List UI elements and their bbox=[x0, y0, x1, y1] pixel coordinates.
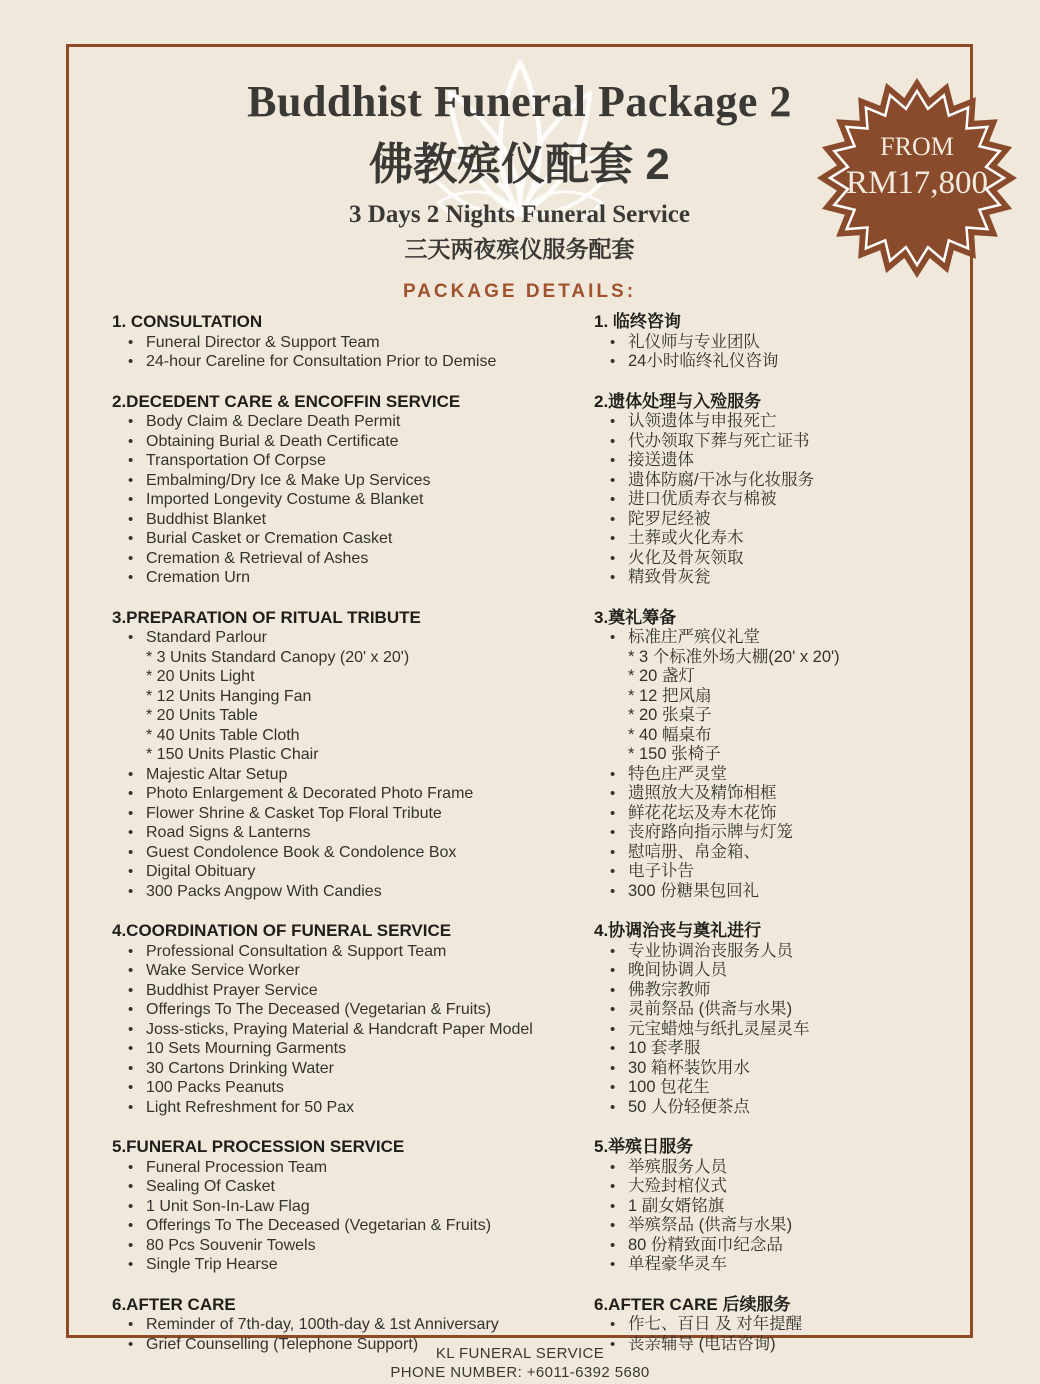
item-text: 24-hour Careline for Consultation Prior to Demise bbox=[146, 353, 497, 370]
item-text: 1 副女婿铭旗 bbox=[628, 1196, 725, 1215]
bullet-icon: • bbox=[128, 1178, 134, 1195]
list-item bbox=[112, 529, 597, 549]
item-text: 100 包花生 bbox=[628, 1078, 710, 1096]
bullet-icon: • bbox=[610, 804, 616, 822]
item-text: Funeral Director & Support Team bbox=[146, 333, 380, 351]
list-item bbox=[112, 1020, 597, 1040]
item-text: Imported Longevity Costume & Blanket bbox=[146, 491, 424, 508]
list-item bbox=[112, 942, 597, 962]
bullet-icon: • bbox=[610, 1020, 616, 1038]
item-text: 丧府路向指示牌与灯笼 bbox=[628, 823, 793, 841]
list-item bbox=[112, 1158, 597, 1178]
list-item bbox=[112, 1059, 597, 1079]
item-text: 专业协调治丧服务人员 bbox=[628, 941, 793, 960]
bullet-icon: • bbox=[610, 863, 616, 880]
bullet-icon: • bbox=[128, 804, 134, 822]
bullet-icon: • bbox=[610, 1001, 616, 1018]
footer-company-name: KL FUNERAL SERVICE bbox=[435, 1345, 605, 1362]
bullet-icon: • bbox=[128, 1040, 134, 1057]
package-section bbox=[112, 921, 597, 1117]
bullet-icon: • bbox=[610, 432, 616, 450]
item-text: 特色庄严灵堂 bbox=[628, 764, 727, 783]
list-item bbox=[112, 961, 597, 981]
list-item bbox=[594, 432, 966, 452]
sub-item bbox=[594, 726, 966, 746]
bullet-icon: • bbox=[128, 1236, 134, 1254]
bullet-icon: • bbox=[128, 530, 134, 547]
bullet-icon: • bbox=[610, 569, 616, 586]
item-text: Standard Parlour bbox=[146, 629, 267, 646]
list-item bbox=[594, 1236, 966, 1256]
bullet-icon: • bbox=[128, 1059, 134, 1077]
package-section bbox=[594, 1137, 966, 1275]
list-item bbox=[594, 1315, 966, 1335]
list-item bbox=[594, 1020, 966, 1040]
section-title: 6.AFTER CARE 后续服务 bbox=[594, 1294, 791, 1314]
list-item bbox=[112, 412, 597, 432]
item-text: Digital Obituary bbox=[146, 863, 256, 880]
bullet-icon: • bbox=[610, 1197, 616, 1215]
badge-price-label: RM17,800 bbox=[845, 165, 989, 201]
item-text: * 3 Units Standard Canopy (20' x 20') bbox=[146, 648, 410, 666]
list-item bbox=[112, 823, 597, 843]
sub-item bbox=[112, 745, 597, 765]
bullet-icon: • bbox=[610, 843, 616, 861]
bullet-icon: • bbox=[128, 432, 134, 450]
item-text: 10 套孝服 bbox=[628, 1039, 701, 1057]
item-text: Light Refreshment for 50 Pax bbox=[146, 1098, 355, 1116]
list-item bbox=[112, 1177, 597, 1197]
sub-item bbox=[112, 726, 597, 746]
item-text: Body Claim & Declare Death Permit bbox=[146, 413, 401, 430]
bullet-icon: • bbox=[128, 333, 134, 351]
list-item bbox=[594, 804, 966, 824]
item-text: Grief Counselling (Telephone Support) bbox=[146, 1335, 419, 1353]
item-text: Flower Shrine & Casket Top Floral Tribute bbox=[146, 804, 442, 822]
bullet-icon: • bbox=[128, 491, 134, 508]
list-item bbox=[112, 1216, 597, 1236]
item-text: 认领遗体与申报死亡 bbox=[628, 412, 777, 430]
list-item bbox=[112, 981, 597, 1001]
package-section bbox=[594, 392, 966, 588]
list-item bbox=[594, 471, 966, 491]
list-item bbox=[112, 490, 597, 510]
item-text: 作七、百日 及 对年提醒 bbox=[628, 1315, 803, 1333]
list-item bbox=[594, 333, 966, 353]
list-item bbox=[112, 804, 597, 824]
list-item bbox=[112, 862, 597, 882]
bullet-icon: • bbox=[128, 1197, 134, 1215]
badge-from-label: FROM bbox=[880, 132, 954, 161]
sub-item bbox=[594, 687, 966, 707]
item-text: 灵前祭品 (供斋与水果) bbox=[628, 1000, 793, 1018]
bullet-icon: • bbox=[128, 1020, 134, 1038]
item-text: * 40 幅桌布 bbox=[628, 725, 712, 744]
list-item bbox=[594, 765, 966, 785]
item-text: 50 人份轻便茶点 bbox=[628, 1097, 750, 1116]
item-text: Photo Enlargement & Decorated Photo Frame bbox=[146, 785, 474, 802]
bullet-icon: • bbox=[610, 962, 616, 979]
item-text: Professional Consultation & Support Team bbox=[146, 942, 447, 960]
item-text: * 12 Units Hanging Fan bbox=[146, 687, 312, 705]
item-text: Cremation Urn bbox=[146, 569, 251, 586]
list-item bbox=[112, 843, 597, 863]
bullet-icon: • bbox=[610, 882, 616, 900]
section-title: 4.COORDINATION OF FUNERAL SERVICE bbox=[112, 921, 452, 940]
bullet-icon: • bbox=[128, 452, 134, 469]
bullet-icon: • bbox=[610, 452, 616, 469]
bullet-icon: • bbox=[610, 942, 616, 960]
list-item bbox=[112, 628, 597, 648]
bullet-icon: • bbox=[128, 962, 134, 979]
bullet-icon: • bbox=[610, 353, 616, 370]
sub-item bbox=[594, 648, 966, 668]
list-item bbox=[112, 1197, 597, 1217]
item-text: Joss-sticks, Praying Material & Handcraft Paper Model bbox=[146, 1020, 533, 1038]
bullet-icon: • bbox=[610, 1335, 616, 1353]
list-item bbox=[112, 333, 597, 353]
bullet-icon: • bbox=[128, 1079, 134, 1096]
package-section bbox=[112, 392, 597, 588]
item-text: Buddhist Blanket bbox=[146, 510, 267, 528]
sub-item bbox=[112, 706, 597, 726]
bullet-icon: • bbox=[128, 1217, 134, 1234]
bullet-icon: • bbox=[610, 824, 616, 841]
list-item bbox=[594, 1177, 966, 1197]
sub-item bbox=[112, 648, 597, 668]
item-text: Road Signs & Lanterns bbox=[146, 824, 311, 841]
item-text: Sealing Of Casket bbox=[146, 1178, 275, 1195]
sub-item bbox=[594, 745, 966, 765]
list-item bbox=[594, 1255, 966, 1275]
list-item bbox=[112, 784, 597, 804]
item-text: Wake Service Worker bbox=[146, 962, 300, 979]
item-text: Single Trip Hearse bbox=[146, 1256, 278, 1273]
item-text: 电子讣告 bbox=[628, 862, 694, 880]
list-item bbox=[594, 961, 966, 981]
bullet-icon: • bbox=[128, 843, 134, 861]
bullet-icon: • bbox=[610, 413, 616, 430]
item-text: * 20 张桌子 bbox=[628, 706, 712, 724]
item-text: Transportation Of Corpse bbox=[146, 452, 326, 469]
bullet-icon: • bbox=[610, 1059, 616, 1077]
list-item bbox=[112, 1078, 597, 1098]
bullet-icon: • bbox=[610, 981, 616, 999]
item-text: 1 Unit Son-In-Law Flag bbox=[146, 1197, 310, 1215]
footer bbox=[0, 1344, 1040, 1382]
package-section bbox=[112, 312, 597, 372]
item-text: 24小时临终礼仪咨询 bbox=[628, 352, 779, 370]
bullet-icon: • bbox=[128, 353, 134, 370]
item-text: * 3 个标准外场大棚(20' x 20') bbox=[628, 647, 840, 666]
item-text: * 20 Units Light bbox=[146, 668, 255, 685]
bullet-icon: • bbox=[128, 863, 134, 880]
sub-item bbox=[112, 667, 597, 687]
package-section bbox=[594, 312, 966, 372]
footer-phone-number: PHONE NUMBER: +6011-6392 5680 bbox=[390, 1364, 650, 1381]
list-item bbox=[112, 471, 597, 491]
bullet-icon: • bbox=[128, 510, 134, 528]
bullet-icon: • bbox=[610, 1040, 616, 1057]
item-text: 精致骨灰瓮 bbox=[628, 568, 711, 586]
bullet-icon: • bbox=[128, 824, 134, 841]
item-text: 鲜花花坛及寿木花饰 bbox=[628, 803, 777, 822]
bullet-icon: • bbox=[128, 569, 134, 586]
item-text: 80 Pcs Souvenir Towels bbox=[146, 1236, 316, 1254]
item-text: 遗照放大及精饰相框 bbox=[628, 784, 777, 802]
item-text: 单程豪华灵车 bbox=[628, 1255, 727, 1273]
list-item bbox=[594, 352, 966, 372]
list-item bbox=[594, 823, 966, 843]
list-item bbox=[112, 549, 597, 569]
list-item bbox=[112, 1236, 597, 1256]
section-title: 3.PREPARATION OF RITUAL TRIBUTE bbox=[112, 607, 421, 627]
package-section bbox=[594, 608, 966, 902]
list-item bbox=[594, 510, 966, 530]
item-text: 丧亲辅导 (电话咨询) bbox=[628, 1334, 776, 1353]
item-text: * 20 盏灯 bbox=[628, 667, 695, 685]
item-text: Buddhist Prayer Service bbox=[146, 981, 318, 999]
item-text: Offerings To The Deceased (Vegetarian & Fruits) bbox=[146, 1001, 492, 1018]
list-item bbox=[594, 1000, 966, 1020]
bullet-icon: • bbox=[610, 1098, 616, 1116]
sub-item bbox=[112, 687, 597, 707]
list-item bbox=[594, 862, 966, 882]
item-text: * 150 张椅子 bbox=[628, 745, 721, 763]
subtitle-chinese: 三天两夜殡仪服务配套 bbox=[404, 236, 635, 262]
list-item bbox=[112, 352, 597, 372]
bullet-icon: • bbox=[128, 1256, 134, 1273]
item-text: 慰唁册、帛金箱、 bbox=[628, 842, 760, 861]
list-item bbox=[112, 510, 597, 530]
bullet-icon: • bbox=[128, 785, 134, 802]
list-item bbox=[594, 1158, 966, 1178]
list-item bbox=[594, 843, 966, 863]
price-badge bbox=[816, 77, 1018, 279]
list-item bbox=[112, 568, 597, 588]
section-title: 5.举殡日服务 bbox=[594, 1137, 694, 1156]
subtitle-english: 3 Days 2 Nights Funeral Service bbox=[349, 201, 690, 228]
list-item bbox=[112, 432, 597, 452]
list-item bbox=[112, 1315, 597, 1335]
bullet-icon: • bbox=[128, 765, 134, 783]
package-section bbox=[112, 608, 597, 902]
item-text: Obtaining Burial & Death Certificate bbox=[146, 432, 399, 450]
bullet-icon: • bbox=[610, 530, 616, 547]
list-item bbox=[594, 1059, 966, 1079]
bullet-icon: • bbox=[128, 1158, 134, 1176]
list-item bbox=[594, 490, 966, 510]
bullet-icon: • bbox=[610, 1236, 616, 1254]
bullet-icon: • bbox=[128, 413, 134, 430]
page-title-english: Buddhist Funeral Package 2 bbox=[247, 77, 792, 126]
list-item bbox=[112, 1000, 597, 1020]
bullet-icon: • bbox=[128, 882, 134, 900]
item-text: 标准庄严殡仪礼堂 bbox=[628, 628, 760, 646]
list-item bbox=[594, 549, 966, 569]
bullet-icon: • bbox=[128, 942, 134, 960]
bullet-icon: • bbox=[128, 1316, 134, 1333]
list-item bbox=[594, 412, 966, 432]
list-item bbox=[594, 529, 966, 549]
item-text: Offerings To The Deceased (Vegetarian & Fruits) bbox=[146, 1217, 492, 1234]
bullet-icon: • bbox=[128, 1335, 134, 1353]
item-text: 礼仪师与专业团队 bbox=[628, 332, 760, 351]
item-text: 晚间协调人员 bbox=[628, 961, 727, 979]
sub-item bbox=[594, 706, 966, 726]
list-item bbox=[594, 1039, 966, 1059]
item-text: Embalming/Dry Ice & Make Up Services bbox=[146, 471, 431, 489]
section-title: 2.DECEDENT CARE & ENCOFFIN SERVICE bbox=[112, 391, 461, 411]
bullet-icon: • bbox=[610, 549, 616, 567]
package-details-label: PACKAGE DETAILS: bbox=[402, 281, 637, 302]
section-title: 3.奠礼筹备 bbox=[594, 607, 677, 627]
bullet-icon: • bbox=[610, 1079, 616, 1096]
package-column-en bbox=[112, 312, 597, 1374]
bullet-icon: • bbox=[610, 333, 616, 351]
list-item bbox=[112, 1255, 597, 1275]
item-text: Burial Casket or Cremation Casket bbox=[146, 530, 393, 547]
item-text: 遗体防腐/干冰与化妆服务 bbox=[628, 470, 815, 489]
bullet-icon: • bbox=[610, 1256, 616, 1273]
item-text: 陀罗尼经被 bbox=[628, 509, 711, 528]
list-item bbox=[594, 1098, 966, 1118]
item-text: Reminder of 7th-day, 100th-day & 1st Anniversary bbox=[146, 1316, 499, 1333]
bullet-icon: • bbox=[128, 629, 134, 646]
list-item bbox=[594, 628, 966, 648]
item-text: 80 份精致面巾纪念品 bbox=[628, 1235, 783, 1254]
item-text: 代办领取下葬与死亡证书 bbox=[628, 431, 810, 450]
item-text: 进口优质寿衣与棉被 bbox=[628, 490, 777, 508]
list-item bbox=[594, 1216, 966, 1236]
list-item bbox=[112, 1039, 597, 1059]
item-text: 接送遗体 bbox=[628, 451, 694, 469]
item-text: 佛教宗教师 bbox=[628, 980, 711, 999]
bullet-icon: • bbox=[610, 1316, 616, 1333]
item-text: Funeral Procession Team bbox=[146, 1158, 328, 1176]
list-item bbox=[112, 882, 597, 902]
bullet-icon: • bbox=[610, 629, 616, 646]
item-text: 30 箱杯装饮用水 bbox=[628, 1058, 750, 1077]
list-item bbox=[594, 1197, 966, 1217]
item-text: * 150 Units Plastic Chair bbox=[146, 746, 319, 763]
item-text: * 40 Units Table Cloth bbox=[146, 726, 300, 744]
section-title: 1. CONSULTATION bbox=[112, 312, 263, 331]
item-text: 举殡祭品 (供斋与水果) bbox=[628, 1216, 793, 1234]
item-text: 大殓封棺仪式 bbox=[628, 1177, 727, 1195]
section-title: 2.遗体处理与入殓服务 bbox=[594, 391, 762, 411]
item-text: 300 份糖果包回礼 bbox=[628, 881, 760, 900]
item-text: 火化及骨灰领取 bbox=[628, 548, 744, 567]
list-item bbox=[112, 765, 597, 785]
list-item bbox=[594, 451, 966, 471]
item-text: 30 Cartons Drinking Water bbox=[146, 1059, 334, 1077]
section-title: 4.协调治丧与奠礼进行 bbox=[594, 921, 762, 940]
list-item bbox=[594, 568, 966, 588]
item-text: Cremation & Retrieval of Ashes bbox=[146, 549, 369, 567]
list-item bbox=[112, 451, 597, 471]
bullet-icon: • bbox=[610, 785, 616, 802]
list-item bbox=[594, 784, 966, 804]
bullet-icon: • bbox=[128, 1098, 134, 1116]
bullet-icon: • bbox=[610, 491, 616, 508]
section-title: 1. 临终咨询 bbox=[594, 312, 681, 331]
sub-item bbox=[594, 667, 966, 687]
bullet-icon: • bbox=[610, 1178, 616, 1195]
package-section bbox=[112, 1137, 597, 1275]
list-item bbox=[112, 1098, 597, 1118]
package-section bbox=[594, 921, 966, 1117]
list-item bbox=[594, 1078, 966, 1098]
bullet-icon: • bbox=[128, 1001, 134, 1018]
bullet-icon: • bbox=[610, 510, 616, 528]
item-text: * 12 把风扇 bbox=[628, 686, 712, 705]
item-text: 300 Packs Angpow With Candies bbox=[146, 882, 382, 900]
bullet-icon: • bbox=[128, 471, 134, 489]
item-text: * 20 Units Table bbox=[146, 707, 258, 724]
list-item bbox=[594, 981, 966, 1001]
item-text: 元宝蜡烛与纸扎灵屋灵车 bbox=[628, 1019, 810, 1038]
page-title-chinese: 佛教殡仪配套 2 bbox=[369, 140, 670, 189]
bullet-icon: • bbox=[610, 1217, 616, 1234]
bullet-icon: • bbox=[128, 549, 134, 567]
list-item bbox=[594, 882, 966, 902]
item-text: Majestic Altar Setup bbox=[146, 765, 288, 783]
item-text: Guest Condolence Book & Condolence Box bbox=[146, 843, 457, 861]
bullet-icon: • bbox=[128, 981, 134, 999]
section-title: 5.FUNERAL PROCESSION SERVICE bbox=[112, 1137, 405, 1156]
bullet-icon: • bbox=[610, 1158, 616, 1176]
item-text: 土葬或火化寿木 bbox=[628, 529, 744, 547]
bullet-icon: • bbox=[610, 765, 616, 783]
item-text: 100 Packs Peanuts bbox=[146, 1079, 284, 1096]
section-title: 6.AFTER CARE bbox=[112, 1294, 236, 1314]
list-item bbox=[594, 942, 966, 962]
package-column-zh bbox=[594, 312, 966, 1374]
item-text: 10 Sets Mourning Garments bbox=[146, 1040, 347, 1057]
bullet-icon: • bbox=[610, 471, 616, 489]
item-text: 举殡服务人员 bbox=[628, 1157, 727, 1176]
